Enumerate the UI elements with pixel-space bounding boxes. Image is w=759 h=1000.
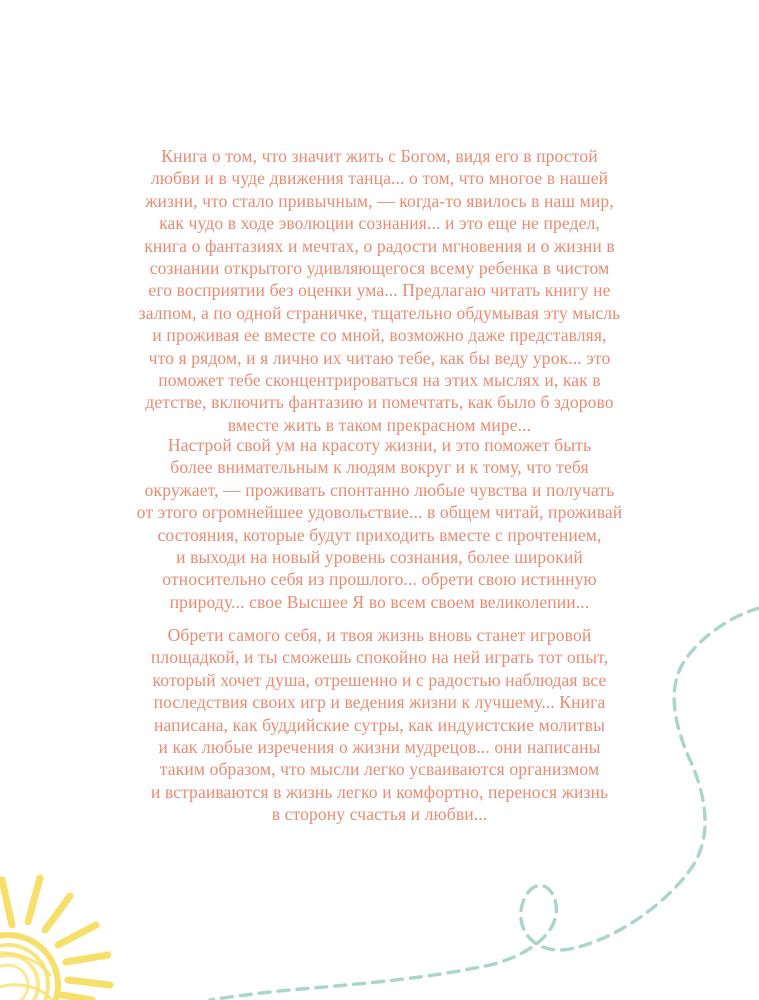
text-line: таким образом, что мысли легко усваиваются организмом bbox=[159, 759, 600, 780]
text-line: и встраиваются в жизнь легко и комфортно, перенося жизнь bbox=[150, 781, 609, 802]
text-line: сознании открытого удивляющегося всему ребенка в чистом bbox=[149, 258, 610, 279]
text-line: в сторону счастья и любви... bbox=[271, 804, 488, 825]
text-line: окружает, — проживать спонтанно любые чувства и получать bbox=[144, 479, 615, 500]
text-line: поможет тебе сконцентрироваться на этих мыслях и, как в bbox=[158, 370, 601, 391]
text-line: Книга о том, что значит жить с Богом, видя его в простой bbox=[161, 146, 598, 166]
text-line: и как любые изречения о жизни мудрецов... они написаны bbox=[158, 737, 601, 758]
text-line: его восприятии без оценки ума... Предлагаю читать книгу не bbox=[148, 280, 611, 301]
paragraph-2 bbox=[90, 434, 669, 613]
paragraph-3 bbox=[90, 624, 669, 826]
text-line: что я рядом, и я лично их читаю тебе, как бы веду урок... это bbox=[148, 347, 611, 368]
text-line: Обрети самого себя, и твоя жизнь вновь станет игровой bbox=[167, 625, 592, 645]
text-line: от этого огромнейшее удовольствие... в общем читай, проживай bbox=[136, 502, 623, 523]
text-line: как чудо в ходе эволюции сознания... и это еще не предел, bbox=[159, 213, 600, 234]
text-line: который хочет душа, отрешенно и с радостью наблюдая все bbox=[152, 669, 607, 690]
text-line: более внимательным к людям вокруг и к тому, что тебя bbox=[170, 457, 589, 478]
text-line: детстве, включить фантазию и помечтать, как было б здорово bbox=[145, 392, 614, 413]
text-line: и выходи на новый уровень сознания, более широкий bbox=[176, 547, 583, 568]
text-line: Настрой свой ум на красоту жизни, и это поможет быть bbox=[167, 435, 592, 455]
paragraph-1 bbox=[90, 145, 669, 436]
sun-disc-icon bbox=[0, 935, 58, 1000]
text-line: жизни, что стало привычным, — когда-то явилось в наш мир, bbox=[145, 190, 614, 211]
text-line: книга о фантазиях и мечтах, о радости мгновения и о жизни в bbox=[144, 235, 615, 256]
text-line: вместе жить в таком прекрасном мире... bbox=[227, 414, 532, 435]
text-line: площадкой, и ты сможешь спокойно на ней играть тот опыт, bbox=[150, 647, 609, 668]
text-line: природу... свое Высшее Я во всем своем великолепии... bbox=[169, 591, 590, 612]
text-line: любви и в чуде движения танца... о том, что многое в нашей bbox=[150, 168, 609, 189]
text-line: и проживая ее вместе со мной, возможно даже представляя, bbox=[152, 325, 607, 346]
text-line: последствия своих игр и ведения жизни к лучшему... Книга bbox=[153, 692, 606, 713]
text-line: залпом, а по одной страничке, тщательно обдумывая эту мысль bbox=[138, 302, 621, 323]
text-line: состояния, которые будут приходить вместе с прочтением, bbox=[157, 524, 602, 545]
text-line: относительно себя из прошлого... обрети свою истинную bbox=[162, 569, 597, 590]
sun-illustration bbox=[0, 878, 110, 1000]
text-line: написана, как буддийские сутры, как индуистские молитвы bbox=[153, 714, 606, 735]
